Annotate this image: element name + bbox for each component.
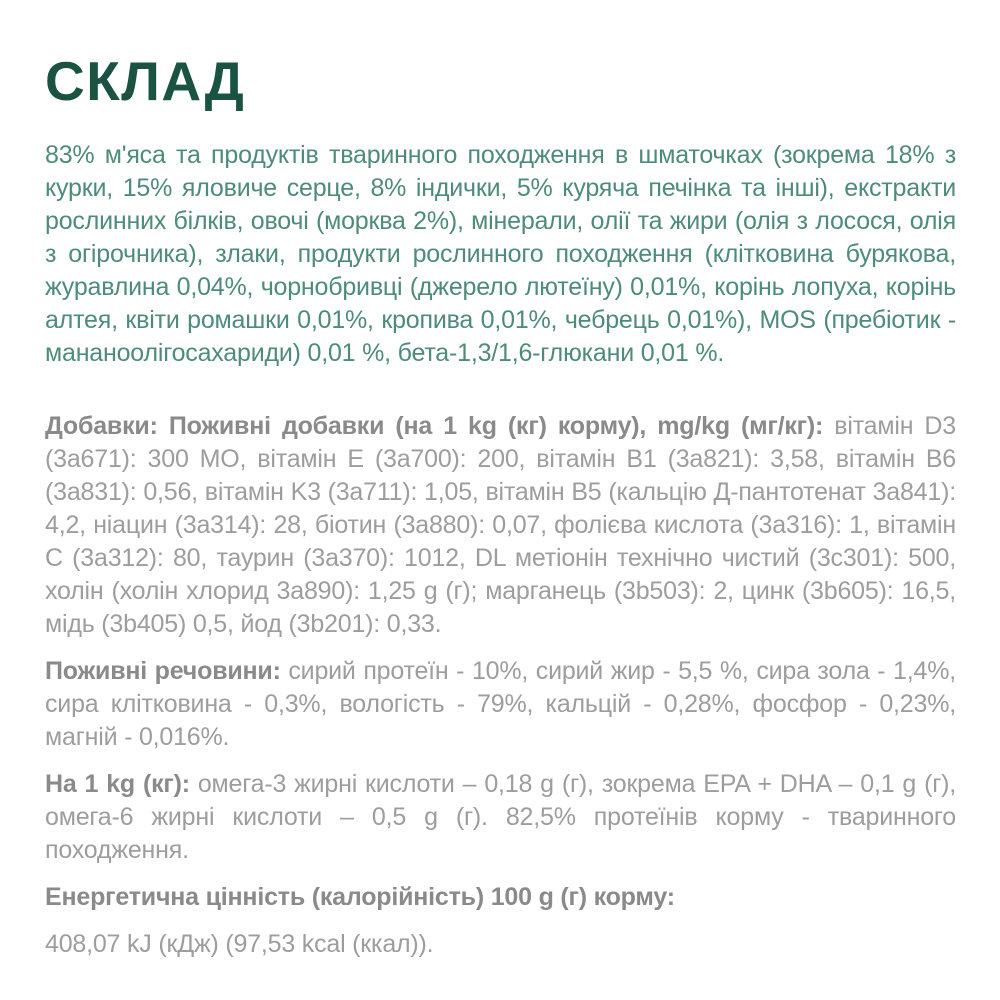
- nutrients-label: Поживні речовини:: [45, 657, 281, 685]
- additives-text: вітамін D3 (3a671): 300 МО, вітамін E (3a700): 200, вітамін B1 (3a821): 3,58, вітамін B6 (3a831): 0,56, вітамін K3 (3a711): 1,05, вітамін B5 (кальцію Д-пантотенат 3a841): 4,2, ніацин (3a314): 28, біотин (3a880): 0,07, фолієва кислота (3a316): 1, вітамін C (3a312): 80, таурин (3a370): 1012, DL метіонін технічно чистий (3c301): 500, холін (холін хлорид 3a890): 1,25 g (г); марганець (3b503): 2, цинк (3b605): 16,5, мідь (3b405) 0,5, йод (3b201): 0,33.: [45, 412, 956, 638]
- per-kg-label: На 1 kg (кг):: [45, 770, 190, 798]
- additives-label: Добавки: Поживні добавки (на 1 kg (кг) корму), mg/kg (мг/кг):: [45, 412, 824, 440]
- per-kg-paragraph: [45, 768, 956, 867]
- energy-value: 408,07 kJ (кДж) (97,53 kcal (ккал)).: [45, 930, 434, 958]
- additives-paragraph: [45, 410, 956, 641]
- energy-label: Енергетична цінність (калорійність) 100 g (г) корму:: [45, 883, 675, 911]
- per-kg-text: омега-3 жирні кислоти – 0,18 g (г), зокрема EPA + DHA – 0,1 g (г), омега-6 жирні кислоти – 0,5 g (г). 82,5% протеїнів корму - тваринного походження.: [45, 770, 956, 864]
- nutrients-text: сирий протеїн - 10%, сирий жир - 5,5 %, сира зола - 1,4%, сира клітковина - 0,3%, вологість - 79%, кальцій - 0,28%, фосфор - 0,23%, магній - 0,016%.: [45, 657, 956, 751]
- energy-heading: [45, 881, 956, 914]
- ingredients-paragraph: 83% м'яса та продуктів тваринного походження в шматочках (зокрема 18% з курки, 15% яловиче серце, 8% індички, 5% куряча печінка та інші), екстракти рослинних білків, овочі (морква 2%), мінерали, олії та жири (олія з лосося, олія з огірочника), злаки, продукти рослинного походження (клітковина бурякова, журавлина 0,04%, чорнобривці (джерело лютеїну) 0,01%, корінь лопуха, корінь алтея, квіти ромашки 0,01%, кропива 0,01%, чебрець 0,01%), MOS (пребіотик - мананоолігосахариди) 0,01 %, бета-1,3/1,6-глюкани 0,01 %.: [45, 141, 956, 367]
- page-title: СКЛАД: [45, 50, 246, 112]
- nutrients-paragraph: [45, 655, 956, 754]
